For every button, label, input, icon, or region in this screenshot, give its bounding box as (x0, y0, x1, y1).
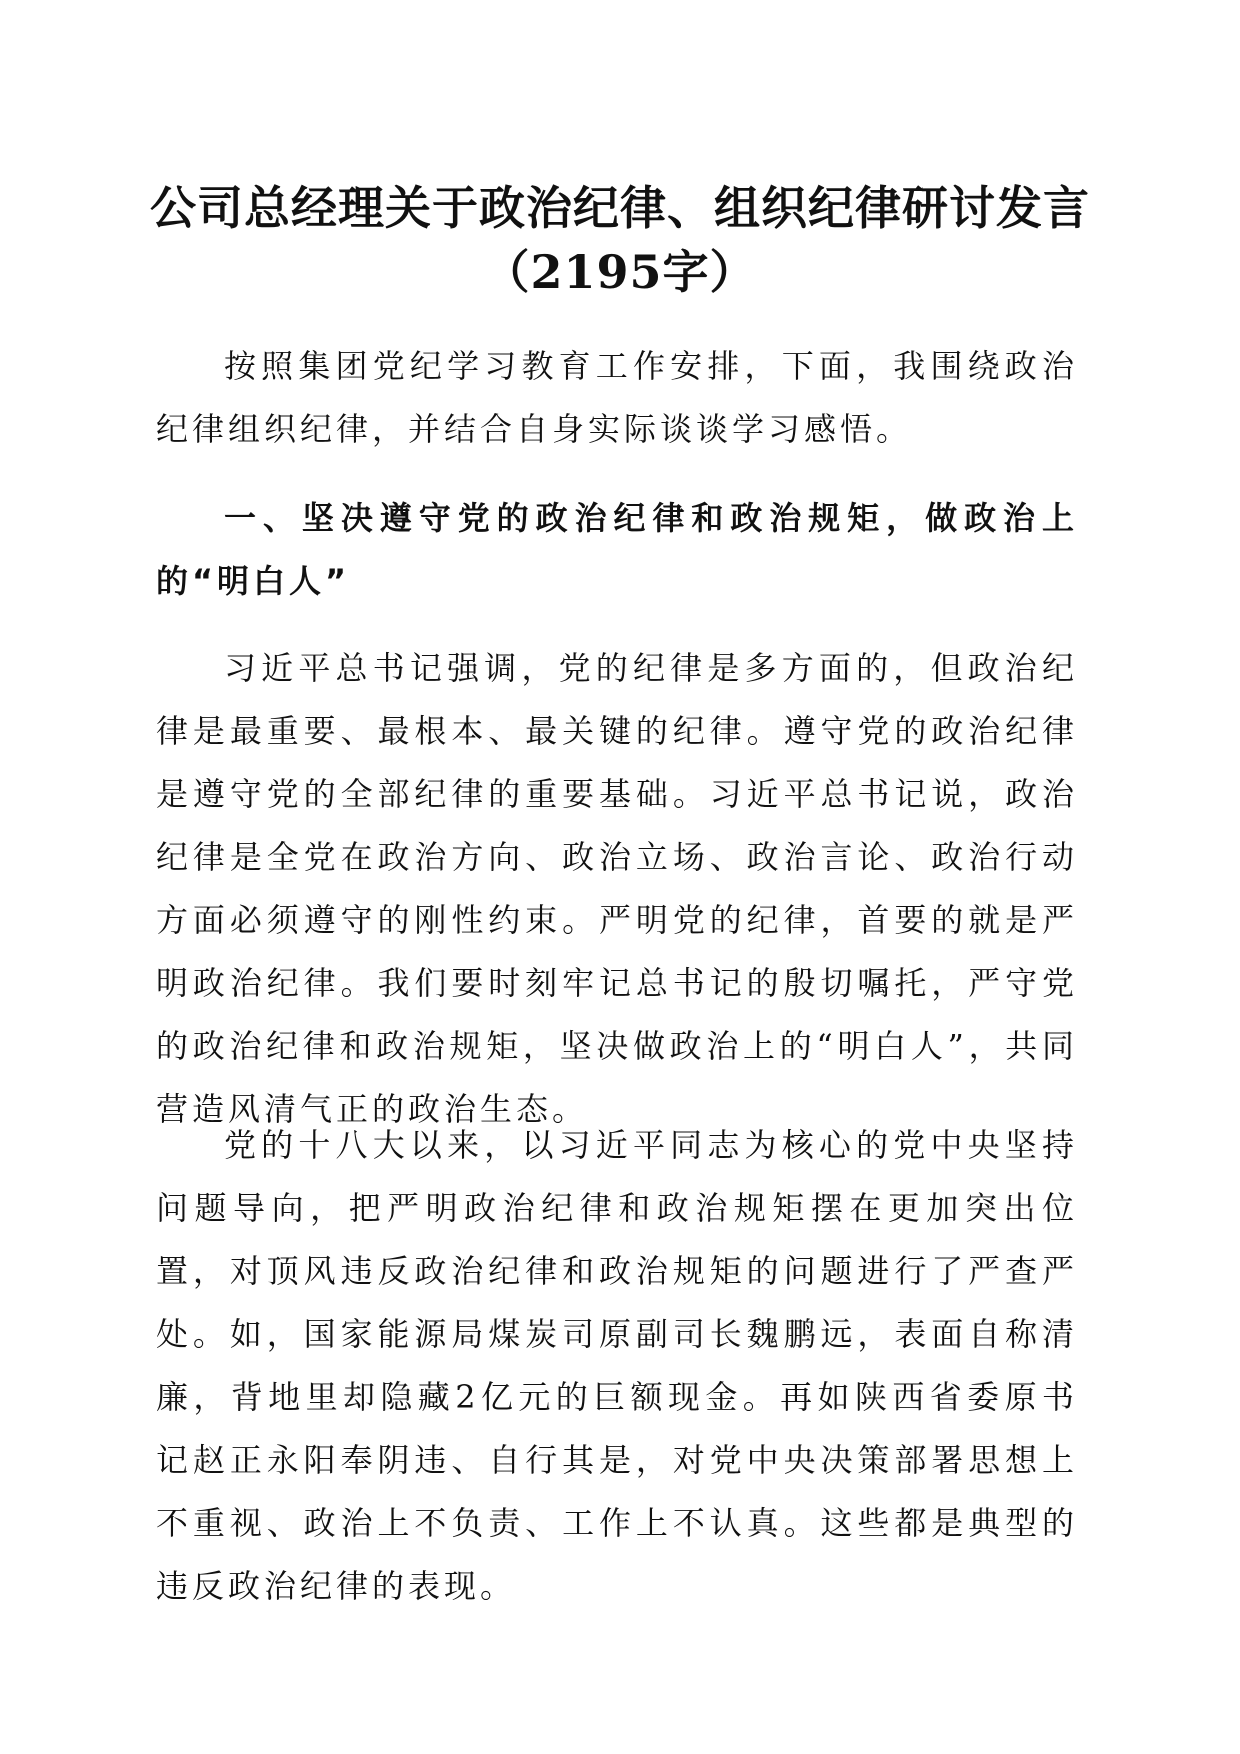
document-title: 公司总经理关于政治纪律、组织纪律研讨发言 (150, 181, 1090, 235)
section-heading-1: 一、坚决遵守党的政治纪律和政治规矩，做政治上的“明白人” (156, 499, 1078, 600)
intro-paragraph: 按照集团党纪学习教育工作安排，下面，我围绕政治纪律组织纪律，并结合自身实际谈谈学习感悟。 (156, 347, 1078, 448)
document-word-count: （2195字） (483, 245, 757, 299)
body-paragraph-2: 党的十八大以来，以习近平同志为核心的党中央坚持问题导向，把严明政治纪律和政治规矩摆在更加突出位置，对顶风违反政治纪律和政治规矩的问题进行了严查严处。如，国家能源局煤炭司原副司长魏鹏远，表面自称清廉，背地里却隐藏2亿元的巨额现金。再如陕西省委原书记赵正永阳奉阴违、自行其是，对党中央决策部署思想上不重视、政治上不负责、工作上不认真。这些都是典型的违反政治纪律的表现。 (156, 1126, 1078, 1605)
body-paragraph-1: 习近平总书记强调，党的纪律是多方面的，但政治纪律是最重要、最根本、最关键的纪律。遵守党的政治纪律是遵守党的全部纪律的重要基础。习近平总书记说，政治纪律是全党在政治方向、政治立场、政治言论、政治行动方面必须遵守的刚性约束。严明党的纪律，首要的就是严明政治纪律。我们要时刻牢记总书记的殷切嘱托，严守党的政治纪律和政治规矩，坚决做政治上的“明白人”，共同营造风清气正的政治生态。 (156, 649, 1078, 1128)
